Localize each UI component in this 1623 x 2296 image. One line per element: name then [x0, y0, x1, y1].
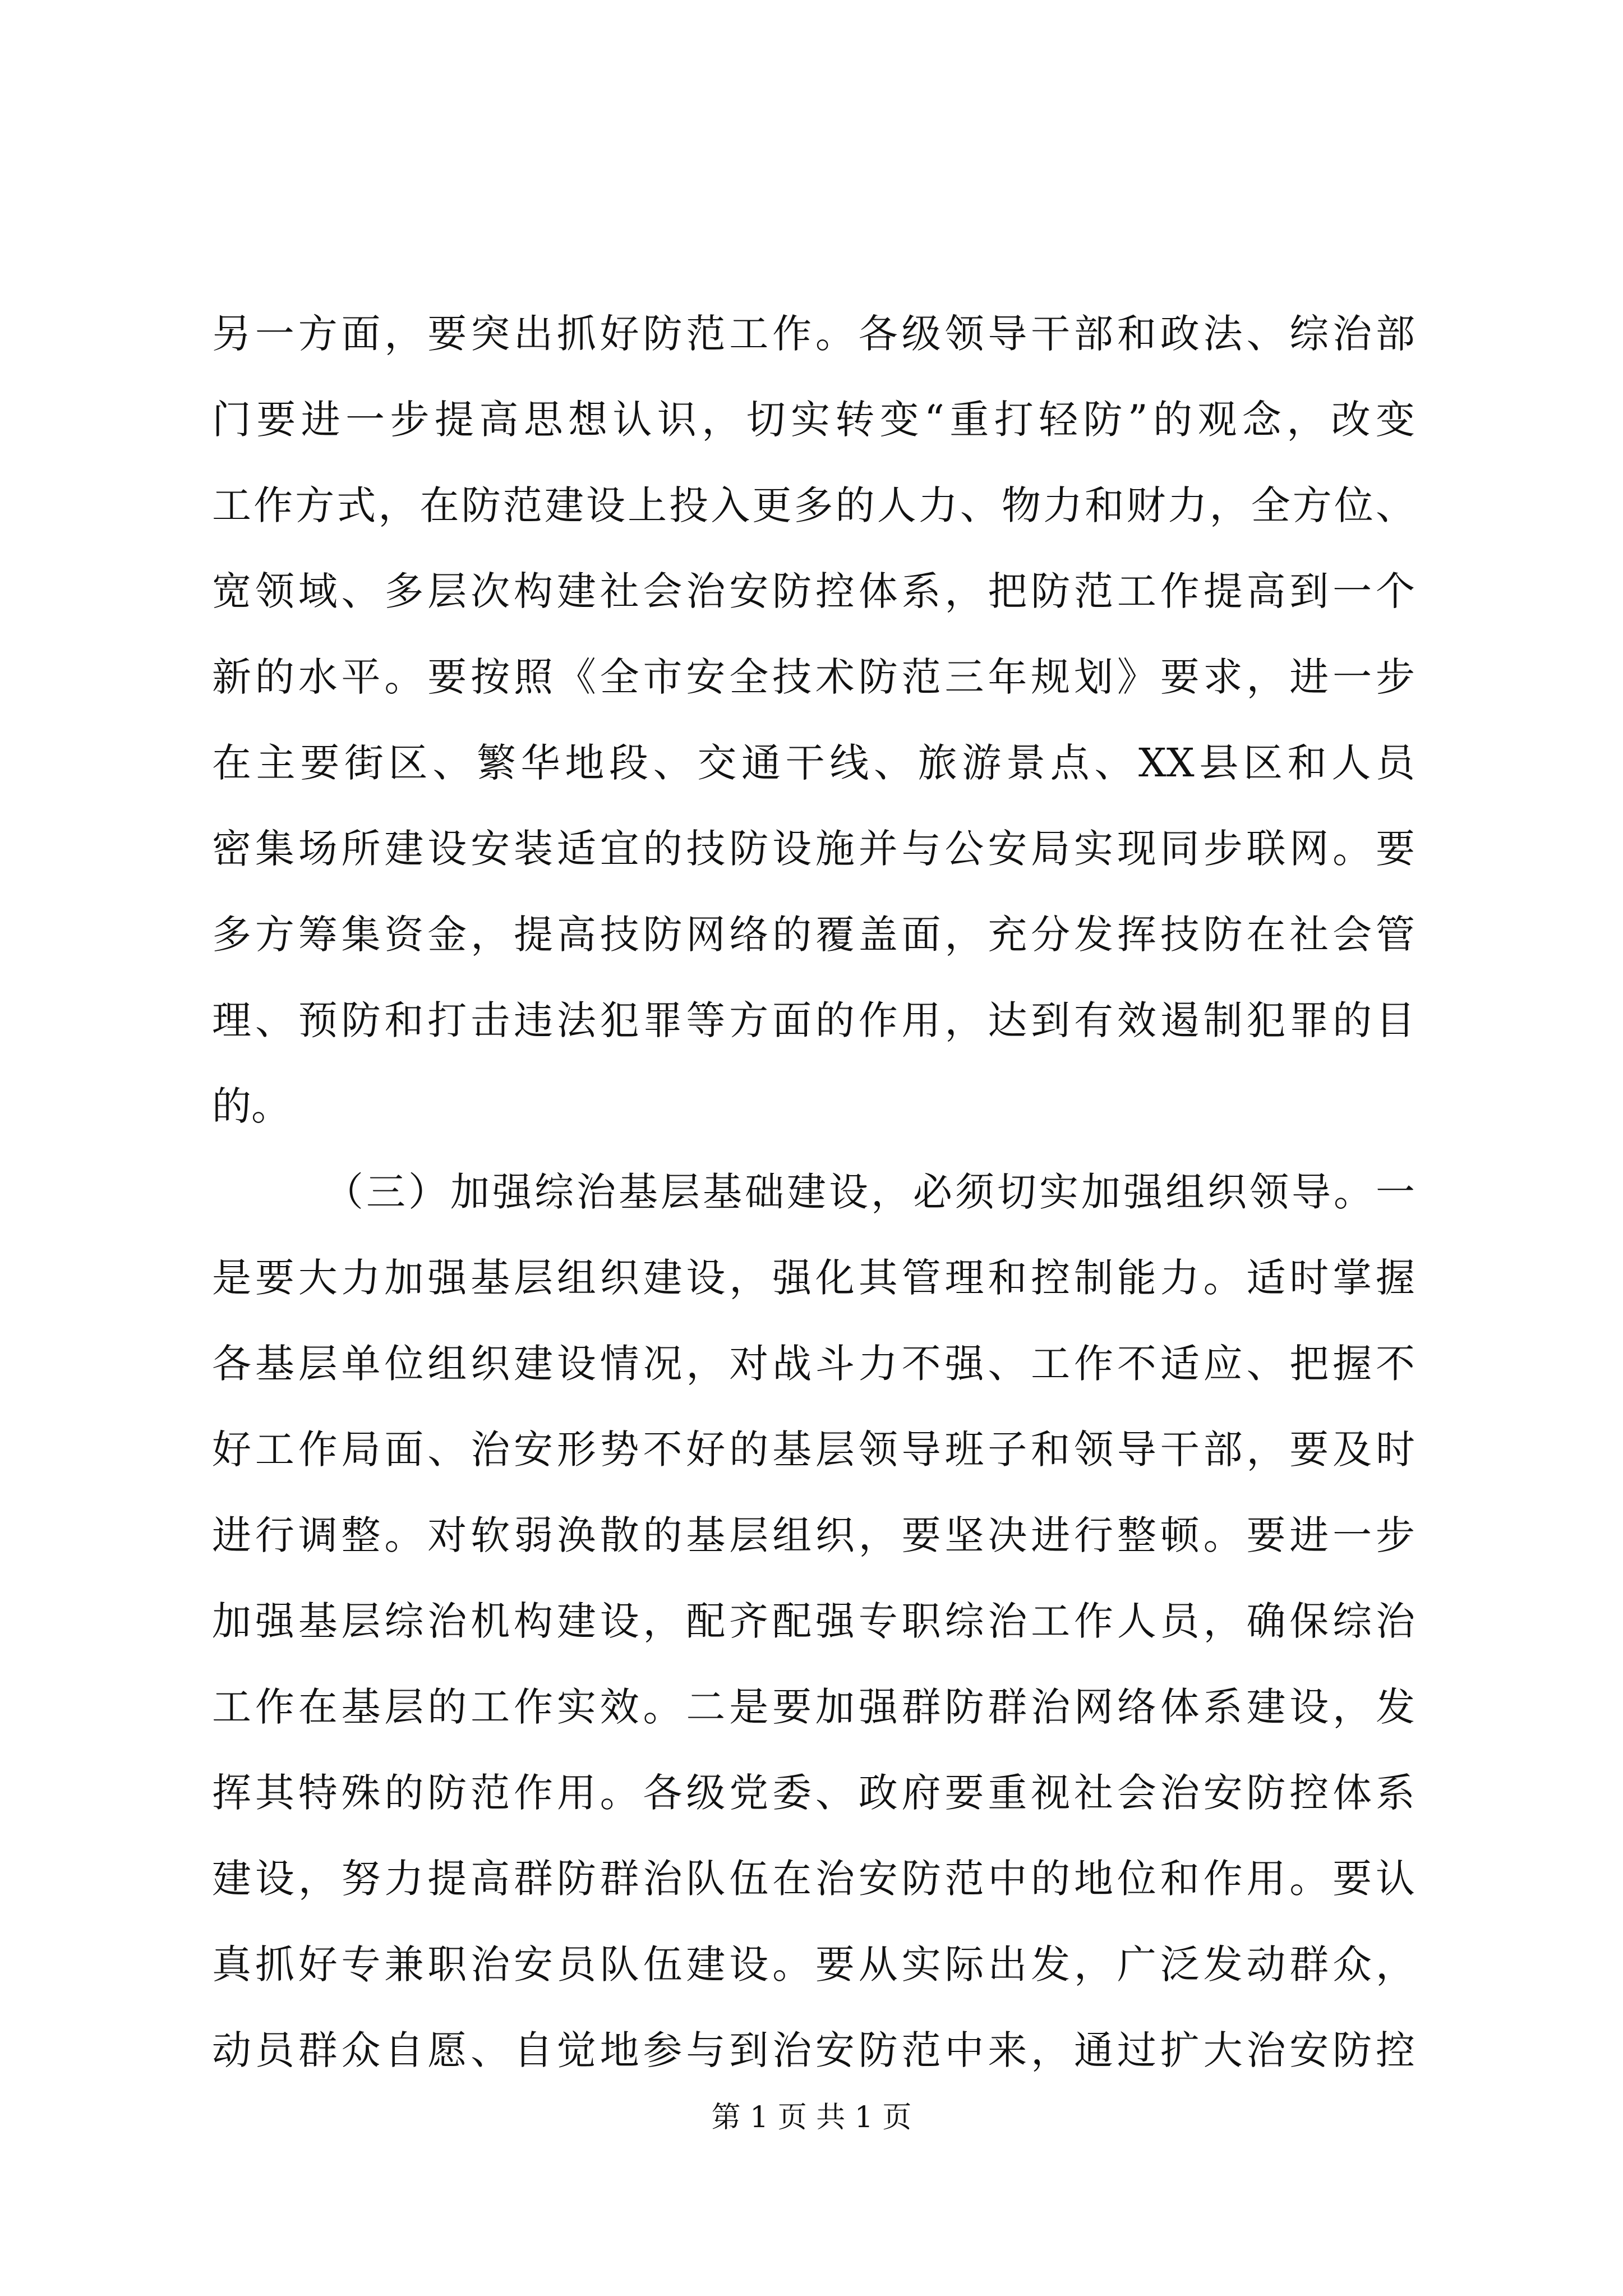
text-line: 宽领域、多层次构建社会治安防控体系，把防范工作提高到一个 — [212, 568, 1415, 614]
text-line: 新的水平。要按照《全市安全技术防范三年规划》要求，进一步 — [212, 654, 1415, 700]
text-line: 各基层单位组织建设情况，对战斗力不强、工作不适应、把握不 — [212, 1341, 1415, 1387]
text-line: 的。 — [212, 1083, 291, 1129]
text-line: 加强基层综治机构建设，配齐配强专职综治工作人员，确保综治 — [212, 1598, 1415, 1644]
text-line: 多方筹集资金，提高技防网络的覆盖面，充分发挥技防在社会管 — [212, 912, 1415, 958]
text-line: 在主要街区、繁华地段、交通干线、旅游景点、XX县区和人员 — [212, 740, 1415, 786]
text-line: 是要大力加强基层组织建设，强化其管理和控制能力。适时掌握 — [212, 1255, 1415, 1301]
text-line: 密集场所建设安装适宜的技防设施并与公安局实现同步联网。要 — [212, 826, 1415, 872]
text-line: 理、预防和打击违法犯罪等方面的作用，达到有效遏制犯罪的目 — [212, 997, 1415, 1043]
body-text — [212, 291, 1415, 2093]
text-line: 动员群众自愿、自觉地参与到治安防范中来，通过扩大治安防控 — [212, 2027, 1415, 2073]
text-line: 另一方面，要突出抓好防范工作。各级领导干部和政法、综治部 — [212, 311, 1415, 357]
text-line: 工作方式，在防范建设上投入更多的人力、物力和财力，全方位、 — [212, 482, 1415, 528]
text-line: 工作在基层的工作实效。二是要加强群防群治网络体系建设，发 — [212, 1684, 1415, 1730]
text-line: 好工作局面、治安形势不好的基层领导班子和领导干部，要及时 — [212, 1427, 1415, 1473]
text-line: 建设，努力提高群防群治队伍在治安防范中的地位和作用。要认 — [212, 1856, 1415, 1902]
text-line: 真抓好专兼职治安员队伍建设。要从实际出发，广泛发动群众， — [212, 1941, 1415, 1987]
text-line: 进行调整。对软弱涣散的基层组织，要坚决进行整顿。要进一步 — [212, 1512, 1415, 1558]
paragraph-heading-line: （三）加强综治基层基础建设，必须切实加强组织领导。一 — [324, 1169, 1415, 1215]
text-line: 门要进一步提高思想认识，切实转变“重打轻防”的观念，改变 — [212, 397, 1415, 443]
page-number-footer: 第 1 页 共 1 页 — [711, 2101, 912, 2134]
text-line: 挥其特殊的防范作用。各级党委、政府要重视社会治安防控体系 — [212, 1770, 1415, 1816]
